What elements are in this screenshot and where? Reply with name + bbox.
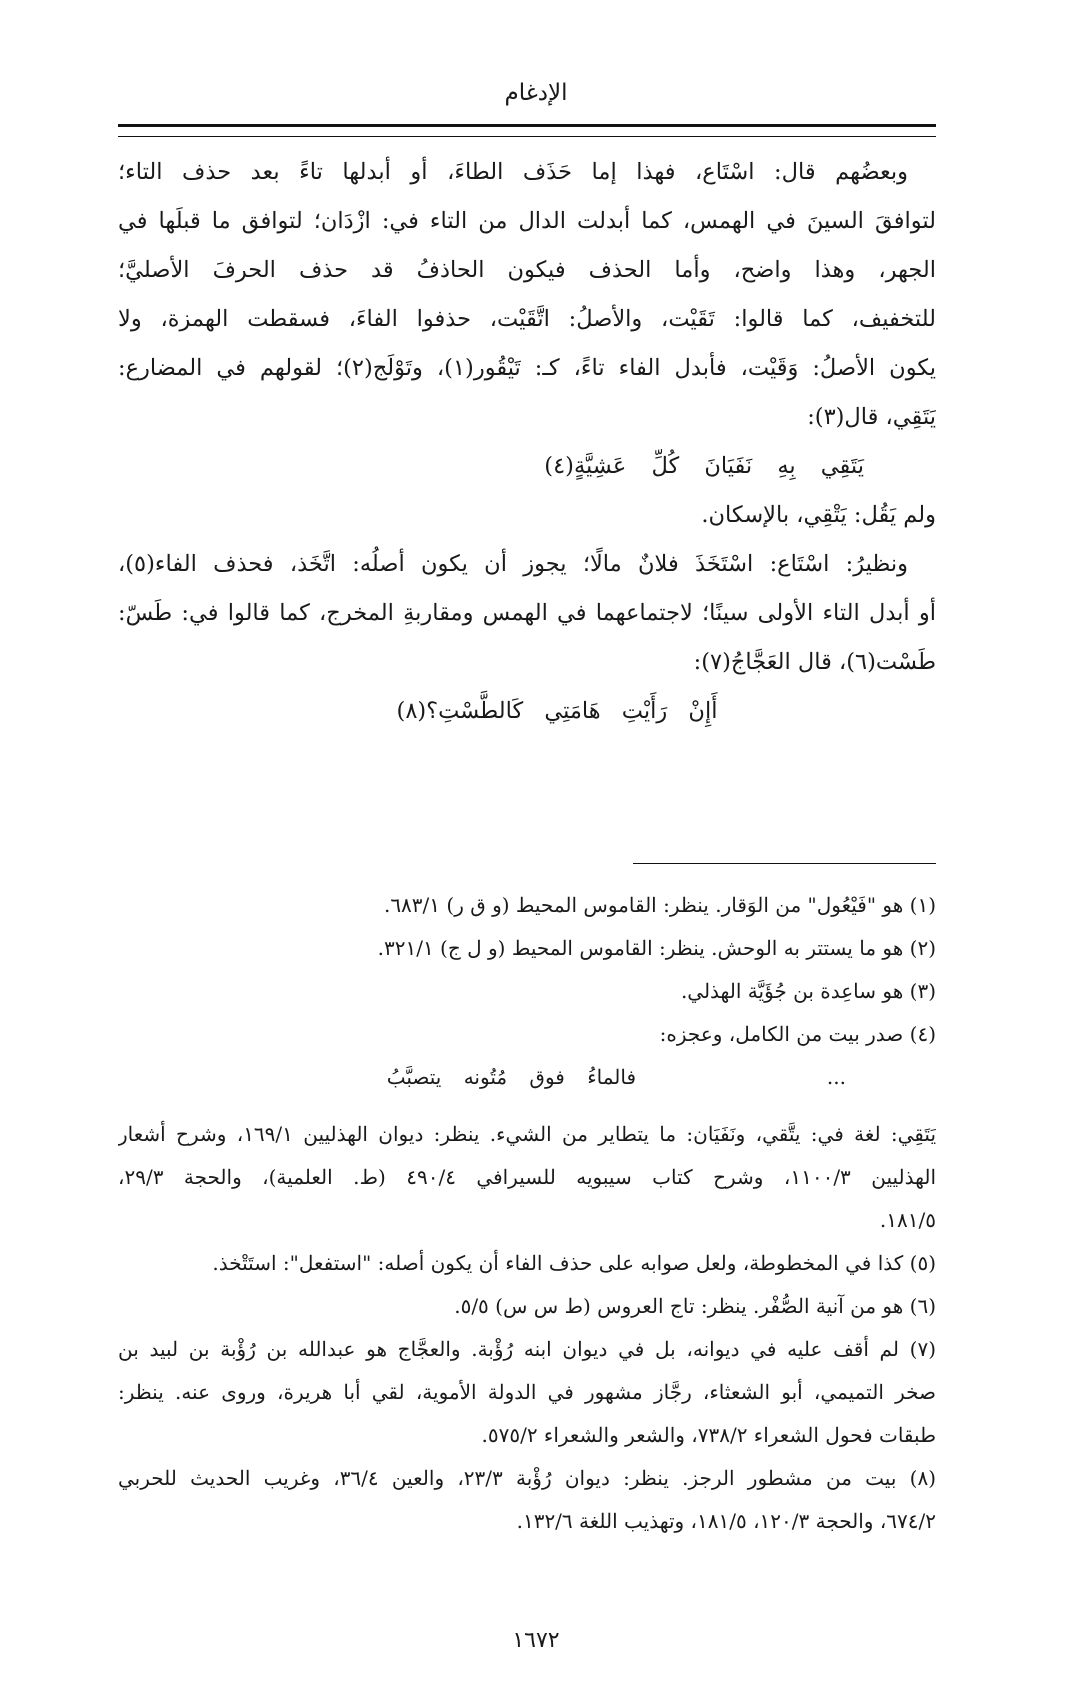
footnote-7-line: (٧) لم أقف عليه في ديوانه، بل في ديوان ابنه رُؤْبة. والعجَّاج هو عبدالله بن رُؤْبة بن لبيد بن <box>118 1337 936 1361</box>
verse-line: يَتَقِي بِهِ نَفَيَانَ كُلِّ عَشِيَّةٍ(٤) <box>544 453 864 479</box>
footnote-7-line: صخر التميمي، أبو الشعثاء، رجَّاز مشهور في الدولة الأموية، لقي أبا هريرة، وروى عنه. ينظر: <box>118 1380 936 1404</box>
footnote-4-line: ١٨١/٥. <box>879 1208 936 1232</box>
body-line: يَتَقِي، قال(٣): <box>807 404 936 430</box>
body-line: الجهر، وهذا واضح، وأما الحذف فيكون الحاذفُ قد حذف الحرفَ الأصليَّ؛ <box>118 257 936 283</box>
header-rule-thick <box>118 124 936 127</box>
ellipsis: ... <box>826 1065 846 1089</box>
footnote-7-line: طبقات فحول الشعراء ٧٣٨/٢، والشعر والشعراء ٥٧٥/٢. <box>481 1423 936 1447</box>
footnote-4-line: يَتَقِي: لغة في: يتَّقي، ونَفَيَان: ما يتطاير من الشيء. ينظر: ديوان الهذليين ١٦٩/١، وشرح أشعار <box>118 1122 936 1146</box>
footnote-8-line: (٨) بيت من مشطور الرجز. ينظر: ديوان رُؤْبة ٢٣/٣، والعين ٣٦/٤، وغريب الحديث للحربي <box>118 1466 936 1490</box>
header-rule-thin <box>118 136 936 137</box>
body-line: للتخفيف، كما قالوا: تَقَيْت، والأصلُ: اتَّقَيْت، حذفوا الفاءَ، فسقطت الهمزة، ولا <box>118 306 936 332</box>
footnote-3: (٣) هو ساعِدة بن جُؤَيَّة الهذلي. <box>680 979 936 1003</box>
footnotes <box>118 884 936 1543</box>
footnote-2: (٢) هو ما يستتر به الوحش. ينظر: القاموس المحيط (و ل ج) ٣٢١/١. <box>377 936 936 960</box>
footnote-8-line: ٦٧٤/٢، والحجة ١٢٠/٣، ١٨١/٥، وتهذيب اللغة ١٣٢/٦. <box>516 1509 936 1533</box>
page-number: ١٦٧٢ <box>512 1628 560 1653</box>
footnote-6: (٦) هو من آنية الصُّفْر. ينظر: تاج العروس (ط س س) ٥/٥. <box>454 1294 936 1318</box>
footnote-5: (٥) كذا في المخطوطة، ولعل صوابه على حذف الفاء أن يكون أصله: "استفعل": استَتْخذ. <box>212 1251 936 1275</box>
footnote-1: (١) هو "فَيْعُول" من الوَقار. ينظر: القاموس المحيط (و ق ر) ٦٨٣/١. <box>383 893 936 917</box>
verse-line: أَإِنْ رَأَيْتِ هَامَتِي كَالطَّسْتِ؟(٨) <box>396 698 718 724</box>
body-line: طَسْت(٦)، قال العَجَّاجُ(٧): <box>693 649 936 675</box>
footnote-4-line: الهذليين ١١٠٠/٣، وشرح كتاب سيبويه للسيرافي ٤٩٠/٤ (ط. العلمية)، والحجة ٢٩/٣، <box>118 1165 936 1189</box>
footnote-4-hemistich: فالماءُ فوق مُتُونه يتصبَّبُ <box>386 1065 636 1089</box>
footnote-separator <box>633 863 936 864</box>
body-line: ونظيرُ: اسْتَاع: اسْتَخَذَ فلانٌ مالًا؛ يجوز أن يكون أصلُه: اتَّخَذ، فحذف الفاء(٥)، <box>118 551 908 577</box>
body-line: وبعضُهم قال: اسْتَاع، فهذا إما حَذَف الطاءَ، أو أبدلها تاءً بعد حذف التاء؛ <box>118 159 908 185</box>
body-line: ولم يَقُل: يَتْقِي، بالإسكان. <box>701 502 936 528</box>
footnote-4: (٤) صدر بيت من الكامل، وعجزه: <box>659 1022 936 1046</box>
body-line: أو أبدل التاء الأولى سينًا؛ لاجتماعهما في الهمس ومقاربةِ المخرج، كما قالوا في: طَسّ: <box>118 600 936 626</box>
running-header: الإدغام <box>504 80 568 106</box>
body-line: لتوافقَ السينَ في الهمس، كما أبدلت الدال من التاء في: ازْدَان؛ لتوافق ما قبلَها في <box>118 208 936 234</box>
body-line: يكون الأصلُ: وَقَيْت، فأبدل الفاء تاءً، كـ: تَيْقُور(١)، وتَوْلَج(٢)؛ لقولهم في المضارع: <box>118 355 936 381</box>
main-text <box>118 148 936 736</box>
footnote-4-verse <box>118 1056 936 1099</box>
